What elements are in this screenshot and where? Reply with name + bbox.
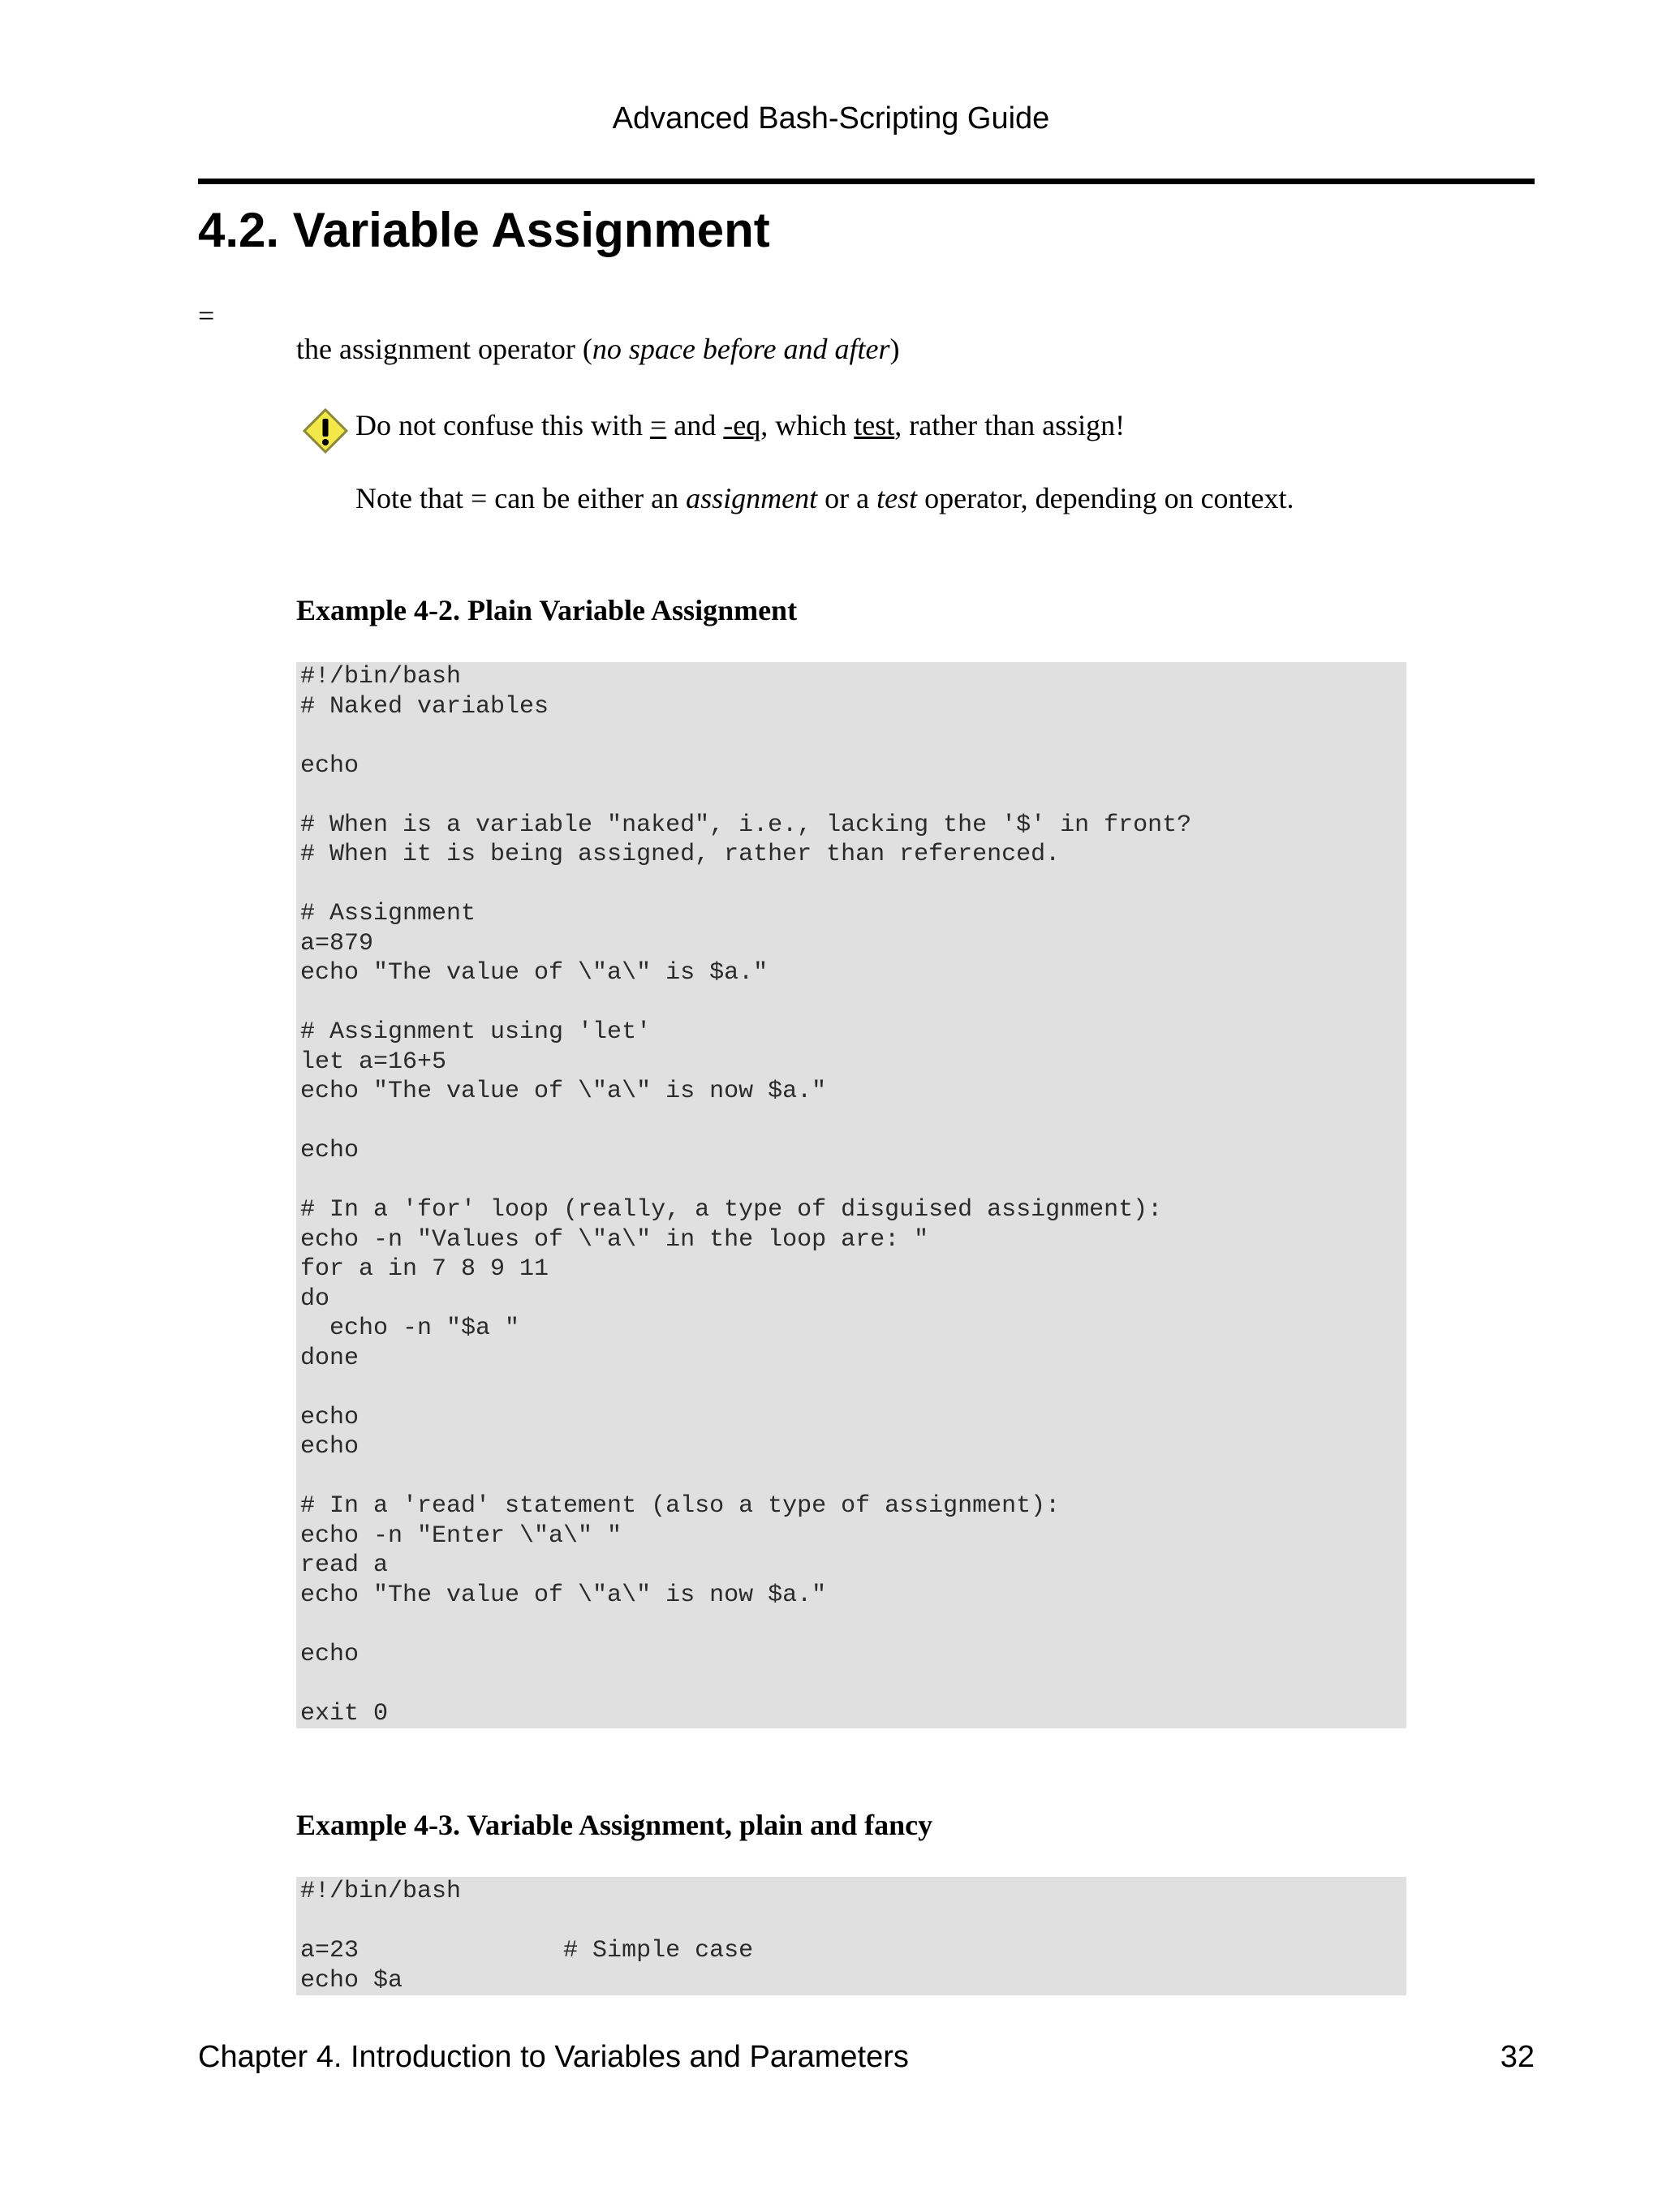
footer-chapter-title: Chapter 4. Introduction to Variables and Parameters (198, 2040, 909, 2074)
code-line: a=879 (300, 929, 374, 958)
code-line: echo "The value of \"a\" is now $a." (300, 1581, 827, 1609)
code-line: for a in 7 8 9 11 (300, 1255, 549, 1283)
code-line (296, 1610, 1406, 1640)
code-line: # In a 'for' loop (really, a type of disguised assignment): (300, 1196, 1163, 1224)
code-line: do (300, 1285, 330, 1313)
code-line (296, 721, 1406, 751)
caution-emphasis: assignment (686, 482, 818, 514)
link-test[interactable]: test (854, 409, 895, 441)
definition-text-after: ) (889, 333, 900, 365)
caution-text: Do not confuse this with (355, 409, 650, 441)
code-line (296, 781, 1406, 811)
code-line: exit 0 (300, 1699, 389, 1728)
definition-emphasis: no space before and after (592, 333, 890, 365)
warning-icon-bar (323, 419, 329, 437)
caution-text: or a (817, 482, 877, 514)
code-line: echo -n "Enter \"a\" " (300, 1521, 622, 1550)
page-number: 32 (1500, 2040, 1535, 2074)
warning-icon (302, 407, 349, 454)
code-line: echo "The value of \"a\" is now $a." (300, 1078, 827, 1105)
caution-line-2 (355, 480, 1294, 516)
code-line: echo "The value of \"a\" is $a." (300, 959, 769, 987)
code-line: echo (300, 1433, 360, 1461)
code-line (296, 870, 1406, 900)
code-line: echo (300, 1137, 360, 1164)
code-line: # Assignment (300, 900, 476, 927)
warning-icon-dot (322, 439, 329, 445)
running-header: Advanced Bash-Scripting Guide (612, 101, 1050, 136)
example-4-3-code (296, 1877, 1406, 1995)
code-line: echo (300, 1640, 360, 1668)
code-line: # When it is being assigned, rather than referenced. (300, 841, 1061, 868)
header-rule (198, 179, 1535, 184)
code-line: # Assignment using 'let' (300, 1018, 652, 1046)
example-4-2-code (296, 662, 1406, 1728)
caution-text: , which (760, 409, 855, 441)
definition-text (296, 331, 899, 367)
code-line: echo (300, 1403, 360, 1431)
definition-term: = (198, 299, 215, 332)
code-line (296, 1373, 1406, 1403)
code-line (296, 1107, 1406, 1137)
code-line (296, 988, 1406, 1018)
section-title: 4.2. Variable Assignment (198, 203, 770, 257)
caution-line-1 (355, 407, 1125, 443)
code-line: echo $a (300, 1966, 403, 1995)
code-line (296, 1669, 1406, 1699)
code-line: read a (300, 1551, 389, 1579)
definition-text-before: the assignment operator ( (296, 333, 592, 365)
code-line: let a=16+5 (300, 1048, 447, 1076)
code-line: done (300, 1344, 360, 1372)
code-line (296, 1907, 1406, 1937)
code-line: #!/bin/bash (300, 1878, 462, 1905)
caution-text: operator, depending on context. (917, 482, 1294, 514)
caution-emphasis: test (876, 482, 918, 514)
code-line: # In a 'read' statement (also a type of assignment): (300, 1492, 1061, 1520)
code-line (296, 1166, 1406, 1196)
code-line (296, 1462, 1406, 1492)
code-line: # When is a variable "naked", i.e., lacking the '$' in front? (300, 811, 1192, 839)
caution-text: Note that = can be either an (355, 482, 687, 514)
caution-text: , rather than assign! (894, 409, 1126, 441)
code-line: echo (300, 751, 360, 780)
code-line: #!/bin/bash (300, 663, 462, 691)
link-equals[interactable]: = (649, 409, 667, 441)
example-4-3-title: Example 4-3. Variable Assignment, plain and fancy (296, 1809, 933, 1841)
code-line: a=23 # Simple case (300, 1937, 754, 1965)
code-line: echo -n "$a " (300, 1315, 520, 1342)
link-eq[interactable]: -eq (723, 409, 761, 441)
code-line: echo -n "Values of \"a\" in the loop are: " (300, 1225, 929, 1254)
example-4-2-title: Example 4-2. Plain Variable Assignment (296, 594, 798, 626)
code-line: # Naked variables (300, 692, 549, 721)
caution-text: and (666, 409, 724, 441)
